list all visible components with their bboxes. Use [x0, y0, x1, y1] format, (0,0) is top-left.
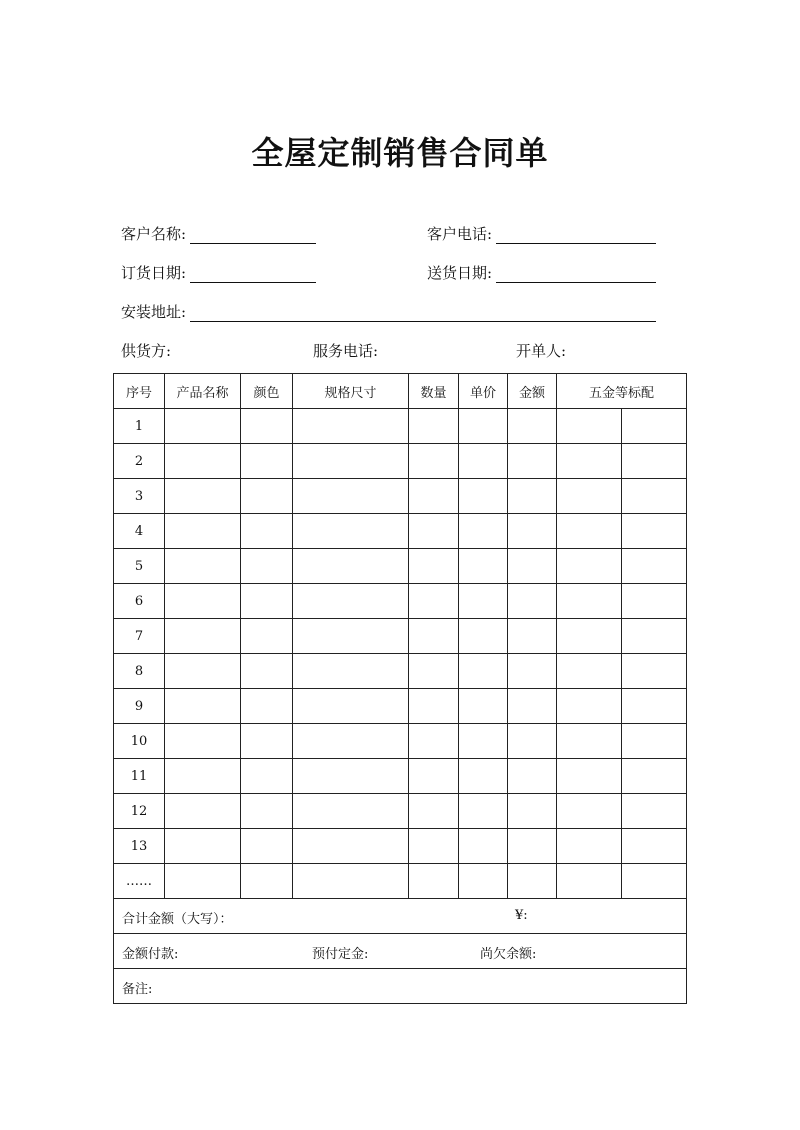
- table-cell[interactable]: [508, 514, 557, 549]
- service-phone-label: 服务电话:: [313, 342, 379, 360]
- row-number: 4: [114, 514, 165, 549]
- table-cell[interactable]: [293, 864, 409, 899]
- table-cell[interactable]: [459, 654, 508, 689]
- table-cell[interactable]: [409, 759, 459, 794]
- table-cell[interactable]: [409, 794, 459, 829]
- table-cell[interactable]: [293, 479, 409, 514]
- table-cell[interactable]: [508, 444, 557, 479]
- issuer-label: 开单人:: [516, 342, 567, 360]
- table-cell[interactable]: [508, 794, 557, 829]
- table-cell[interactable]: [293, 794, 409, 829]
- table-cell[interactable]: [409, 479, 459, 514]
- table-cell[interactable]: [241, 584, 293, 619]
- table-cell[interactable]: [622, 479, 687, 514]
- table-cell[interactable]: [459, 794, 508, 829]
- table-row: [114, 654, 687, 689]
- table-cell[interactable]: [622, 584, 687, 619]
- table-row: [114, 794, 687, 829]
- table-cell[interactable]: [622, 444, 687, 479]
- table-cell[interactable]: [622, 654, 687, 689]
- install-address-label: 安装地址:: [121, 303, 187, 321]
- table-cell[interactable]: [508, 724, 557, 759]
- row-number: 9: [114, 689, 165, 724]
- table-cell[interactable]: [165, 549, 241, 584]
- table-row: [114, 584, 687, 619]
- table-cell[interactable]: [557, 444, 622, 479]
- table-cell[interactable]: [241, 689, 293, 724]
- document-title: 全屋定制销售合同单: [251, 134, 549, 172]
- table-row: [114, 689, 687, 724]
- row-number: 1: [114, 409, 165, 444]
- table-cell[interactable]: [293, 654, 409, 689]
- table-cell[interactable]: [409, 409, 459, 444]
- row-number: 3: [114, 479, 165, 514]
- total-row: [114, 899, 687, 934]
- table-header-row: [114, 374, 687, 409]
- order-date-field[interactable]: [121, 263, 316, 283]
- table-cell[interactable]: [241, 759, 293, 794]
- table-cell[interactable]: [508, 619, 557, 654]
- install-address-blank[interactable]: [190, 303, 656, 322]
- table-cell[interactable]: [557, 409, 622, 444]
- table-cell[interactable]: [508, 864, 557, 899]
- table-cell[interactable]: [557, 864, 622, 899]
- table-row: [114, 724, 687, 759]
- table-cell[interactable]: [409, 514, 459, 549]
- payment-row: [114, 934, 687, 969]
- table-cell[interactable]: [409, 724, 459, 759]
- table-cell[interactable]: [557, 724, 622, 759]
- table-cell[interactable]: [508, 689, 557, 724]
- table-cell[interactable]: [508, 584, 557, 619]
- table-cell[interactable]: [241, 549, 293, 584]
- table-cell[interactable]: [165, 829, 241, 864]
- row-number: 7: [114, 619, 165, 654]
- table-cell[interactable]: [459, 444, 508, 479]
- table-cell[interactable]: [508, 759, 557, 794]
- yen-label: ¥:: [515, 908, 528, 923]
- table-cell[interactable]: [557, 759, 622, 794]
- table-cell[interactable]: [409, 549, 459, 584]
- table-cell[interactable]: [165, 619, 241, 654]
- table-cell[interactable]: [293, 584, 409, 619]
- table-cell[interactable]: [165, 864, 241, 899]
- table-cell[interactable]: [409, 864, 459, 899]
- table-row: [114, 864, 687, 899]
- table-cell[interactable]: [508, 549, 557, 584]
- table-cell[interactable]: [165, 584, 241, 619]
- customer-phone-label: 客户电话:: [427, 225, 493, 243]
- table-cell[interactable]: [241, 444, 293, 479]
- row-number: 5: [114, 549, 165, 584]
- table-cell[interactable]: [241, 619, 293, 654]
- remarks-row: [114, 969, 687, 1004]
- column-header: 产品名称: [165, 374, 241, 409]
- table-cell[interactable]: [622, 619, 687, 654]
- column-header: 序号: [114, 374, 165, 409]
- delivery-date-blank[interactable]: [496, 264, 656, 283]
- table-cell[interactable]: [293, 514, 409, 549]
- table-row: [114, 444, 687, 479]
- table-cell[interactable]: [409, 829, 459, 864]
- table-cell[interactable]: [459, 724, 508, 759]
- table-cell[interactable]: [409, 444, 459, 479]
- table-cell[interactable]: [622, 759, 687, 794]
- supplier-label: 供货方:: [121, 342, 172, 360]
- balance-label: 尚欠余额:: [480, 947, 537, 962]
- table-cell[interactable]: [409, 654, 459, 689]
- table-cell[interactable]: [293, 689, 409, 724]
- table-cell[interactable]: [508, 479, 557, 514]
- table-cell[interactable]: [165, 479, 241, 514]
- table-cell[interactable]: [459, 514, 508, 549]
- customer-name-label: 客户名称:: [121, 225, 187, 243]
- row-number: 11: [114, 759, 165, 794]
- paid-label: 金额付款:: [122, 947, 179, 962]
- table-cell[interactable]: [241, 409, 293, 444]
- row-number: 6: [114, 584, 165, 619]
- row-number: 13: [114, 829, 165, 864]
- table-cell[interactable]: [459, 479, 508, 514]
- column-header: 金额: [508, 374, 557, 409]
- table-cell[interactable]: [293, 724, 409, 759]
- table-cell[interactable]: [622, 794, 687, 829]
- row-number: 12: [114, 794, 165, 829]
- table-cell[interactable]: [165, 444, 241, 479]
- table-cell[interactable]: [508, 829, 557, 864]
- table-cell[interactable]: [241, 864, 293, 899]
- table-cell[interactable]: [293, 619, 409, 654]
- table-cell[interactable]: [459, 584, 508, 619]
- table-cell[interactable]: [622, 689, 687, 724]
- table-cell[interactable]: [557, 689, 622, 724]
- table-cell[interactable]: [293, 829, 409, 864]
- row-number: ……: [114, 864, 165, 899]
- table-cell[interactable]: [409, 584, 459, 619]
- column-header: 单价: [459, 374, 508, 409]
- table-cell[interactable]: [165, 654, 241, 689]
- table-cell[interactable]: [459, 829, 508, 864]
- table-cell[interactable]: [557, 479, 622, 514]
- table-cell[interactable]: [459, 619, 508, 654]
- table-cell[interactable]: [622, 409, 687, 444]
- table-cell[interactable]: [241, 514, 293, 549]
- table-cell[interactable]: [557, 794, 622, 829]
- table-cell[interactable]: [241, 479, 293, 514]
- table-cell[interactable]: [241, 794, 293, 829]
- delivery-date-field[interactable]: [427, 263, 656, 283]
- table-cell[interactable]: [459, 689, 508, 724]
- customer-name-blank[interactable]: [190, 225, 316, 244]
- table-cell[interactable]: [293, 409, 409, 444]
- row-number: 8: [114, 654, 165, 689]
- order-date-label: 订货日期:: [121, 264, 187, 282]
- install-address-field[interactable]: [121, 302, 656, 322]
- table-cell[interactable]: [459, 864, 508, 899]
- table-cell[interactable]: [165, 409, 241, 444]
- delivery-date-label: 送货日期:: [427, 264, 493, 282]
- table-cell[interactable]: [165, 514, 241, 549]
- column-header: 五金等标配: [557, 374, 687, 409]
- table-row: [114, 409, 687, 444]
- column-header: 数量: [409, 374, 459, 409]
- column-header: 颜色: [241, 374, 293, 409]
- table-cell[interactable]: [557, 654, 622, 689]
- table-cell[interactable]: [459, 409, 508, 444]
- table-row: [114, 829, 687, 864]
- table-cell[interactable]: [557, 584, 622, 619]
- table-cell[interactable]: [409, 689, 459, 724]
- table-cell[interactable]: [508, 654, 557, 689]
- table-row: [114, 619, 687, 654]
- table-row: [114, 514, 687, 549]
- row-number: 2: [114, 444, 165, 479]
- table-cell[interactable]: [241, 654, 293, 689]
- table-cell[interactable]: [557, 619, 622, 654]
- column-header: 规格尺寸: [293, 374, 409, 409]
- table-cell[interactable]: [557, 514, 622, 549]
- table-cell[interactable]: [557, 549, 622, 584]
- table-cell[interactable]: [293, 759, 409, 794]
- table-row: [114, 479, 687, 514]
- table-row: [114, 549, 687, 584]
- table-cell[interactable]: [622, 829, 687, 864]
- table-cell[interactable]: [165, 689, 241, 724]
- table-cell[interactable]: [165, 724, 241, 759]
- table-cell[interactable]: [165, 759, 241, 794]
- order-date-blank[interactable]: [190, 264, 316, 283]
- table-row: [114, 759, 687, 794]
- table-cell[interactable]: [165, 794, 241, 829]
- table-cell[interactable]: [409, 619, 459, 654]
- customer-phone-field[interactable]: [427, 224, 656, 244]
- table-cell[interactable]: [293, 549, 409, 584]
- table-cell[interactable]: [241, 829, 293, 864]
- customer-name-field[interactable]: [121, 224, 316, 244]
- table-cell[interactable]: [557, 829, 622, 864]
- remarks-label: 备注:: [122, 982, 153, 997]
- items-table: [113, 373, 687, 1004]
- table-cell[interactable]: [459, 759, 508, 794]
- table-cell[interactable]: [293, 444, 409, 479]
- table-cell[interactable]: [241, 724, 293, 759]
- table-cell[interactable]: [622, 724, 687, 759]
- table-cell[interactable]: [622, 549, 687, 584]
- total-upper-label: 合计金额（大写）：: [122, 912, 233, 927]
- table-cell[interactable]: [508, 409, 557, 444]
- row-number: 10: [114, 724, 165, 759]
- customer-phone-blank[interactable]: [496, 225, 656, 244]
- table-cell[interactable]: [622, 514, 687, 549]
- table-cell[interactable]: [459, 549, 508, 584]
- prepaid-label: 预付定金:: [312, 947, 369, 962]
- table-cell[interactable]: [622, 864, 687, 899]
